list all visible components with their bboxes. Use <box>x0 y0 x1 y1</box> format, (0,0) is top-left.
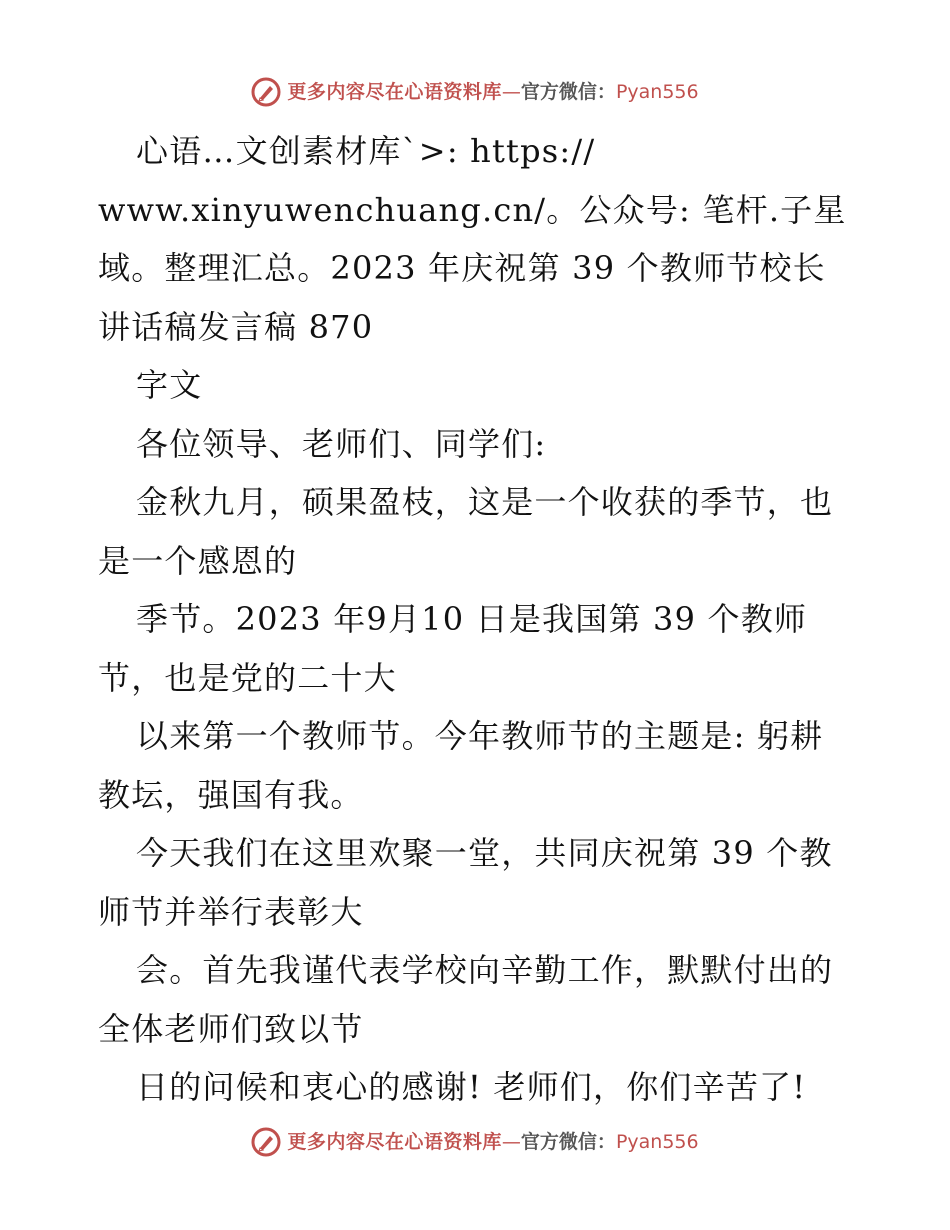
footer-banner <box>0 1127 950 1157</box>
header-brand-text: 更多内容尽在心语资料库 <box>287 81 502 103</box>
pen-logo-icon <box>251 1127 281 1157</box>
header-official-label: 官方微信： <box>520 81 616 103</box>
paragraph-line: 会。首先我谨代表学校向辛勤工作，默默付出的 <box>136 951 834 989</box>
paragraph-line: 心语…文创素材库`>: https:// <box>136 132 596 170</box>
paragraph-line: 是一个感恩的 <box>98 541 298 580</box>
header-wechat-id: Pyan556 <box>615 81 699 103</box>
paragraph-line: 教坛，强国有我。 <box>98 775 364 814</box>
paragraph-line: 全体老师们致以节 <box>98 1009 364 1048</box>
footer-official-label: 官方微信： <box>520 1131 616 1153</box>
paragraph-line: 域。整理汇总。2023 年庆祝第 39 个教师节校长 <box>98 249 826 287</box>
footer-separator: — <box>501 1131 521 1153</box>
paragraph-line: 日的问候和衷心的感谢! 老师们，你们辛苦了! <box>136 1068 807 1106</box>
paragraph-line: 师节并举行表彰大 <box>98 892 364 931</box>
paragraph-line: www.xinyuwenchuang.cn/。公众号: 笔杆.子星 <box>98 190 847 229</box>
paragraph-line: 各位领导、老师们、同学们: <box>136 424 547 463</box>
paragraph-line: 季节。2023 年9月10 日是我国第 39 个教师 <box>136 600 808 638</box>
footer-brand-text: 更多内容尽在心语资料库 <box>287 1131 502 1153</box>
paragraph-line: 今天我们在这里欢聚一堂，共同庆祝第 39 个教 <box>136 834 833 872</box>
header-banner <box>0 77 950 107</box>
header-separator: — <box>501 81 521 103</box>
paragraph-line: 以来第一个教师节。今年教师节的主题是: 躬耕 <box>136 717 824 755</box>
paragraph-line: 讲话稿发言稿 870 <box>98 307 374 346</box>
pen-logo-icon <box>251 77 281 107</box>
document-body <box>98 122 858 1117</box>
paragraph-line: 节，也是党的二十大 <box>98 658 397 697</box>
footer-wechat-id: Pyan556 <box>615 1131 699 1153</box>
paragraph-line: 金秋九月，硕果盈枝，这是一个收获的季节，也 <box>136 483 834 521</box>
paragraph-line: 字文 <box>136 366 203 404</box>
